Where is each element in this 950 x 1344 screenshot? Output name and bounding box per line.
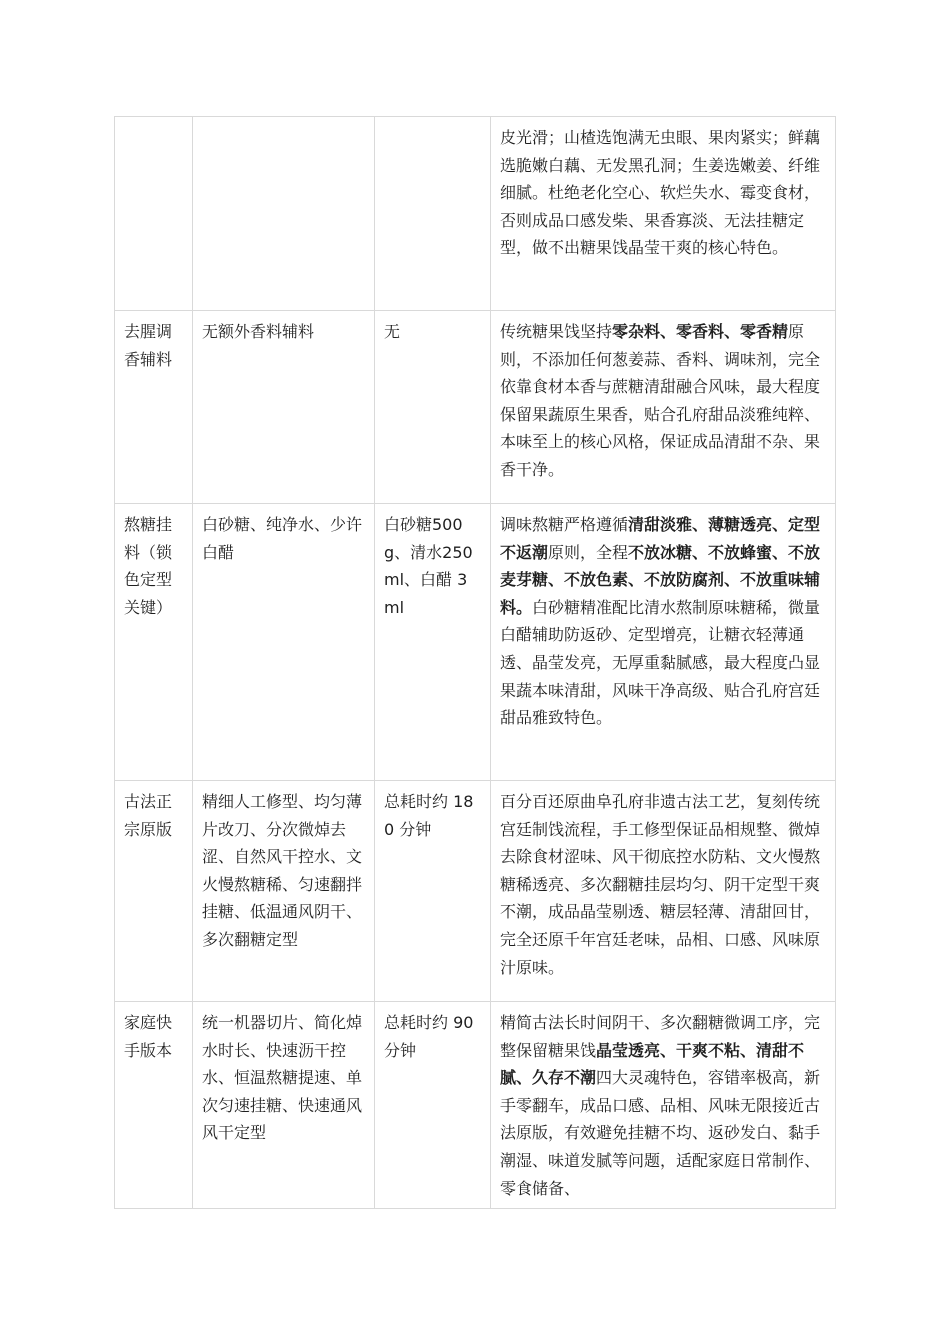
table-row (115, 781, 836, 1002)
amount-cell: 总耗时约 180 分钟 (375, 781, 491, 1002)
item-cell: 家庭快手版本 (115, 1002, 193, 1209)
notes-emphasis: 不放冰糖、不放蜂蜜、不放麦芽糖、不放色素、不放防腐剂、不放重味辅料。 (500, 542, 821, 617)
notes-emphasis: 零杂料、零香料、零香精 (612, 322, 789, 341)
amount-cell: 总耗时约 90 分钟 (375, 1002, 491, 1209)
table-row (115, 117, 836, 311)
material-cell: 无额外香料辅料 (193, 311, 375, 504)
notes-text: 原则，不添加任何葱姜蒜、香料、调味剂，完全依靠食材本香与蔗糖清甜融合风味，最大程度保留果蔬原生果香，贴合孔府甜品淡雅纯粹、本味至上的核心风格，保证成品清甜不杂、果香干净。 (500, 322, 821, 479)
notes-text: 白砂糖精准配比清水熬制原味糖稀，微量白醋辅助防返砂、定型增亮，让糖衣轻薄通透、晶莹发亮，无厚重黏腻感，最大程度凸显果蔬本味清甜，风味干净高级、贴合孔府宫廷甜品雅致特色。 (500, 597, 821, 728)
amount-cell: 无 (375, 311, 491, 504)
item-cell (115, 117, 193, 311)
table-row (115, 1002, 836, 1209)
notes-text: 调味熬糖严格遵循 (500, 515, 629, 534)
notes-text: 四大灵魂特色，容错率极高，新手零翻车，成品口感、品相、风味无限接近古法原版，有效避免挂糖不均、返砂发白、黏手潮湿、味道发腻等问题，适配家庭日常制作、零食储备、 (500, 1068, 821, 1198)
amount-cell (375, 117, 491, 311)
material-cell: 精细人工修型、均匀薄片改刀、分次微焯去涩、自然风干控水、文火慢熬糖稀、匀速翻拌挂糖、低温通风阴干、多次翻糖定型 (193, 781, 375, 1002)
notes-cell (491, 1002, 836, 1209)
notes-cell (491, 311, 836, 504)
notes-text: 精简古法长时间阴干、多次翻糖微调工序，完整保留糖果饯 (500, 1013, 821, 1060)
notes-cell (491, 781, 836, 1002)
recipe-table (114, 116, 836, 1209)
material-cell: 统一机器切片、简化焯水时长、快速沥干控水、恒温熬糖提速、单次匀速挂糖、快速通风风干定型 (193, 1002, 375, 1209)
item-cell: 熬糖挂料（锁色定型关键） (115, 504, 193, 781)
amount-cell: 白砂糖500g、清水250ml、白醋 3ml (375, 504, 491, 781)
notes-text: 皮光滑；山楂选饱满无虫眼、果肉紧实；鲜藕选脆嫩白藕、无发黑孔洞；生姜选嫩姜、纤维细腻。杜绝老化空心、软烂失水、霉变食材，否则成品口感发柴、果香寡淡、无法挂糖定型，做不出糖果饯晶莹干爽的核心特色。 (500, 128, 821, 258)
item-cell: 古法正宗原版 (115, 781, 193, 1002)
item-cell: 去腥调香辅料 (115, 311, 193, 504)
material-cell (193, 117, 375, 311)
material-cell: 白砂糖、纯净水、少许白醋 (193, 504, 375, 781)
notes-text: 原则，全程 (548, 542, 629, 562)
notes-cell (491, 117, 836, 311)
notes-text: 传统糖果饯坚持 (500, 322, 613, 341)
table-row (115, 311, 836, 504)
notes-cell (491, 504, 836, 781)
table-row (115, 504, 836, 781)
notes-emphasis: 清甜淡雅、薄糖透亮、定型不返潮 (500, 515, 821, 562)
notes-emphasis: 晶莹透亮、干爽不粘、清甜不腻、久存不潮 (500, 1040, 805, 1088)
notes-text: 百分百还原曲阜孔府非遗古法工艺，复刻传统宫廷制饯流程，手工修型保证品相规整、微焯去除食材涩味、风干彻底控水防粘、文火慢熬糖稀透亮、多次翻糖挂层均匀、阴干定型干爽不潮，成品晶莹剔透、糖层轻薄、清甜回甘，完全还原千年宫廷老味，品相、口感、风味原汁原味。 (500, 792, 821, 977)
